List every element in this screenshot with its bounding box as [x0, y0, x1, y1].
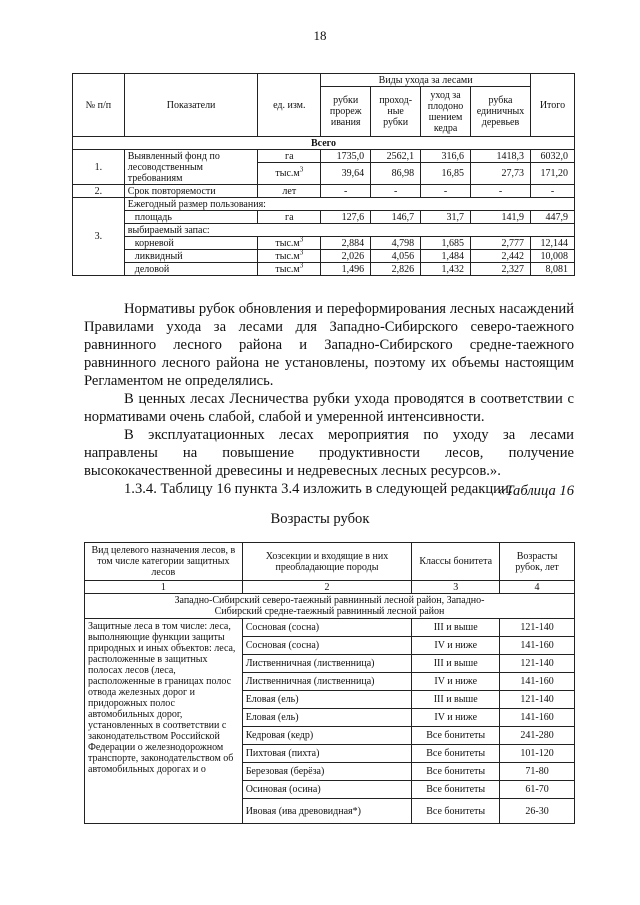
- bonitet-cell: IV и ниже: [412, 709, 500, 727]
- age-cell: 121-140: [500, 691, 575, 709]
- value-cell: 2,442: [471, 250, 531, 263]
- species-cell: Сосновая (сосна): [242, 637, 412, 655]
- bonitet-cell: Все бонитеты: [412, 799, 500, 824]
- species-cell: Осиновая (осина): [242, 781, 412, 799]
- unit-sup: 3: [299, 248, 304, 257]
- row-sublabel: площадь: [124, 211, 258, 224]
- value-cell: 1735,0: [321, 150, 371, 163]
- value-cell: 16,85: [421, 163, 471, 185]
- species-cell: Лиственничная (лиственница): [242, 673, 412, 691]
- bonitet-cell: III и выше: [412, 691, 500, 709]
- header-col-2: проход-ные рубки: [371, 87, 421, 137]
- value-cell: 1,496: [321, 263, 371, 276]
- value-cell: -: [471, 185, 531, 198]
- unit-sup: 3: [299, 261, 304, 270]
- header-cell: Вид целевого назначения лесов, в том числе категории защитных лесов: [85, 543, 243, 581]
- value-cell: 1418,3: [471, 150, 531, 163]
- value-cell: 86,98: [371, 163, 421, 185]
- header-cell: Хозсекции и входящие в них преобладающие породы: [242, 543, 412, 581]
- value-cell: 27,73: [471, 163, 531, 185]
- value-cell: 127,6: [321, 211, 371, 224]
- value-cell: 8,081: [530, 263, 574, 276]
- paragraph: В ценных лесах Лесничества рубки ухода проводятся в соответствии с нормативами очень слабой, слабой и умеренной интенсивности.: [84, 391, 574, 425]
- bonitet-cell: III и выше: [412, 655, 500, 673]
- value-cell: -: [530, 185, 574, 198]
- value-cell: 2,327: [471, 263, 531, 276]
- row-sublabel: выбираемый запас:: [124, 224, 574, 237]
- row-num: 3.: [73, 198, 125, 276]
- value-cell: 171,20: [530, 163, 574, 185]
- forest-care-table: [72, 73, 575, 276]
- unit-cell: [258, 237, 321, 250]
- value-cell: 2,884: [321, 237, 371, 250]
- region-header: Западно-Сибирский северо-таежный равнинный лесной район, Западно-Сибирский средне-таежный равнинный лесной район: [85, 594, 575, 619]
- body-text: [84, 300, 574, 498]
- header-cell: Возрасты рубок, лет: [500, 543, 575, 581]
- header-num: № п/п: [73, 74, 125, 137]
- bonitet-cell: III и выше: [412, 619, 500, 637]
- header-col-3: уход за плодоно шением кедра: [421, 87, 471, 137]
- value-cell: 10,008: [530, 250, 574, 263]
- species-cell: Лиственничная (лиственница): [242, 655, 412, 673]
- unit-cell: [258, 263, 321, 276]
- age-cell: 71-80: [500, 763, 575, 781]
- value-cell: -: [321, 185, 371, 198]
- value-cell: 2,777: [471, 237, 531, 250]
- header-group: Виды ухода за лесами: [321, 74, 531, 87]
- species-cell: Ивовая (ива древовидная*): [242, 799, 412, 824]
- amendment-text: 1.3.4. Таблицу 16 пункта 3.4 изложить в следующей редакции:: [124, 481, 513, 497]
- value-cell: 12,144: [530, 237, 574, 250]
- row-sublabel: деловой: [124, 263, 258, 276]
- header-cell: Классы бонитета: [412, 543, 500, 581]
- forest-category: Защитные леса в том числе: леса, выполняющие функции защиты природных и иных объектов: леса, расположенные в защитных полосах лесов (леса, расположенные в границах полос отвода железных дорог и придорожных полос автомобильных дорог, установленных в соответствии с законодательством Российской Федерации о железнодорожном транспорте, законодательством об автомобильных дорогах и о: [85, 619, 243, 824]
- row-label: Выявленный фонд по лесоводственным требованиям: [124, 150, 258, 185]
- value-cell: -: [371, 185, 421, 198]
- column-number: 2: [242, 581, 412, 594]
- age-cell: 141-160: [500, 709, 575, 727]
- value-cell: 1,432: [421, 263, 471, 276]
- header-total: Итого: [530, 74, 574, 137]
- age-cell: 121-140: [500, 655, 575, 673]
- unit-text: тыс.м: [275, 250, 300, 262]
- unit-text: тыс.м: [275, 263, 300, 275]
- species-cell: Пихтовая (пихта): [242, 745, 412, 763]
- age-cell: 61-70: [500, 781, 575, 799]
- value-cell: 141,9: [471, 211, 531, 224]
- row-label: Ежегодный размер пользования:: [124, 198, 574, 211]
- paragraph: Нормативы рубок обновления и переформирования лесных насаждений Правилами ухода за лесами для Западно-Сибирского северо-таежного равнинного лесного района и Западно-Сибирского средне-таежного равнинного лесного района не установлены, поэтому их объемы настоящим Регламентом не определялись.: [84, 301, 574, 389]
- value-cell: -: [421, 185, 471, 198]
- unit-cell: [258, 163, 321, 185]
- bonitet-cell: Все бонитеты: [412, 781, 500, 799]
- value-cell: 146,7: [371, 211, 421, 224]
- unit-text: тыс.м: [275, 168, 300, 179]
- header-unit: ед. изм.: [258, 74, 321, 137]
- age-cell: 241-280: [500, 727, 575, 745]
- unit-cell: [258, 250, 321, 263]
- value-cell: 1,484: [421, 250, 471, 263]
- section-total: Всего: [73, 137, 575, 150]
- bonitet-cell: Все бонитеты: [412, 727, 500, 745]
- species-cell: Еловая (ель): [242, 691, 412, 709]
- age-cell: 26-30: [500, 799, 575, 824]
- value-cell: 316,6: [421, 150, 471, 163]
- species-cell: Березовая (берёза): [242, 763, 412, 781]
- bonitet-cell: Все бонитеты: [412, 745, 500, 763]
- species-cell: Сосновая (сосна): [242, 619, 412, 637]
- column-number: 4: [500, 581, 575, 594]
- bonitet-cell: Все бонитеты: [412, 763, 500, 781]
- row-label: Срок повторяемости: [124, 185, 258, 198]
- age-cell: 121-140: [500, 619, 575, 637]
- unit-text: тыс.м: [275, 237, 300, 249]
- value-cell: 2562,1: [371, 150, 421, 163]
- felling-age-table: [84, 542, 575, 824]
- unit-sup: 3: [299, 235, 304, 244]
- header-col-4: рубка единичных деревьев: [471, 87, 531, 137]
- value-cell: 1,685: [421, 237, 471, 250]
- page-number: 18: [313, 28, 327, 43]
- value-cell: 39,64: [321, 163, 371, 185]
- value-cell: 2,826: [371, 263, 421, 276]
- header-indicators: Показатели: [124, 74, 258, 137]
- unit-cell: га: [258, 150, 321, 163]
- row-num: 1.: [73, 150, 125, 185]
- age-cell: 141-160: [500, 673, 575, 691]
- header-col-1: рубки прореж ивания: [321, 87, 371, 137]
- value-cell: 31,7: [421, 211, 471, 224]
- unit-sup: 3: [299, 165, 304, 174]
- column-number: 1: [85, 581, 243, 594]
- column-number: 3: [412, 581, 500, 594]
- value-cell: 447,9: [530, 211, 574, 224]
- species-cell: Еловая (ель): [242, 709, 412, 727]
- value-cell: 4,056: [371, 250, 421, 263]
- age-cell: 101-120: [500, 745, 575, 763]
- paragraph: В эксплуатационных лесах мероприятия по уходу за лесами направлены на повышение продуктивности лесов, получение высококачественной древесины и недревесных лесных ресурсов.».: [84, 427, 574, 479]
- bonitet-cell: IV и ниже: [412, 637, 500, 655]
- species-cell: Кедровая (кедр): [242, 727, 412, 745]
- value-cell: 2,026: [321, 250, 371, 263]
- table-title: Возрасты рубок: [270, 511, 370, 527]
- row-sublabel: корневой: [124, 237, 258, 250]
- table-ref: «Таблица 16: [498, 483, 574, 499]
- unit-cell: лет: [258, 185, 321, 198]
- value-cell: 6032,0: [530, 150, 574, 163]
- row-sublabel: ликвидный: [124, 250, 258, 263]
- value-cell: 4,798: [371, 237, 421, 250]
- unit-cell: га: [258, 211, 321, 224]
- bonitet-cell: IV и ниже: [412, 673, 500, 691]
- age-cell: 141-160: [500, 637, 575, 655]
- row-num: 2.: [73, 185, 125, 198]
